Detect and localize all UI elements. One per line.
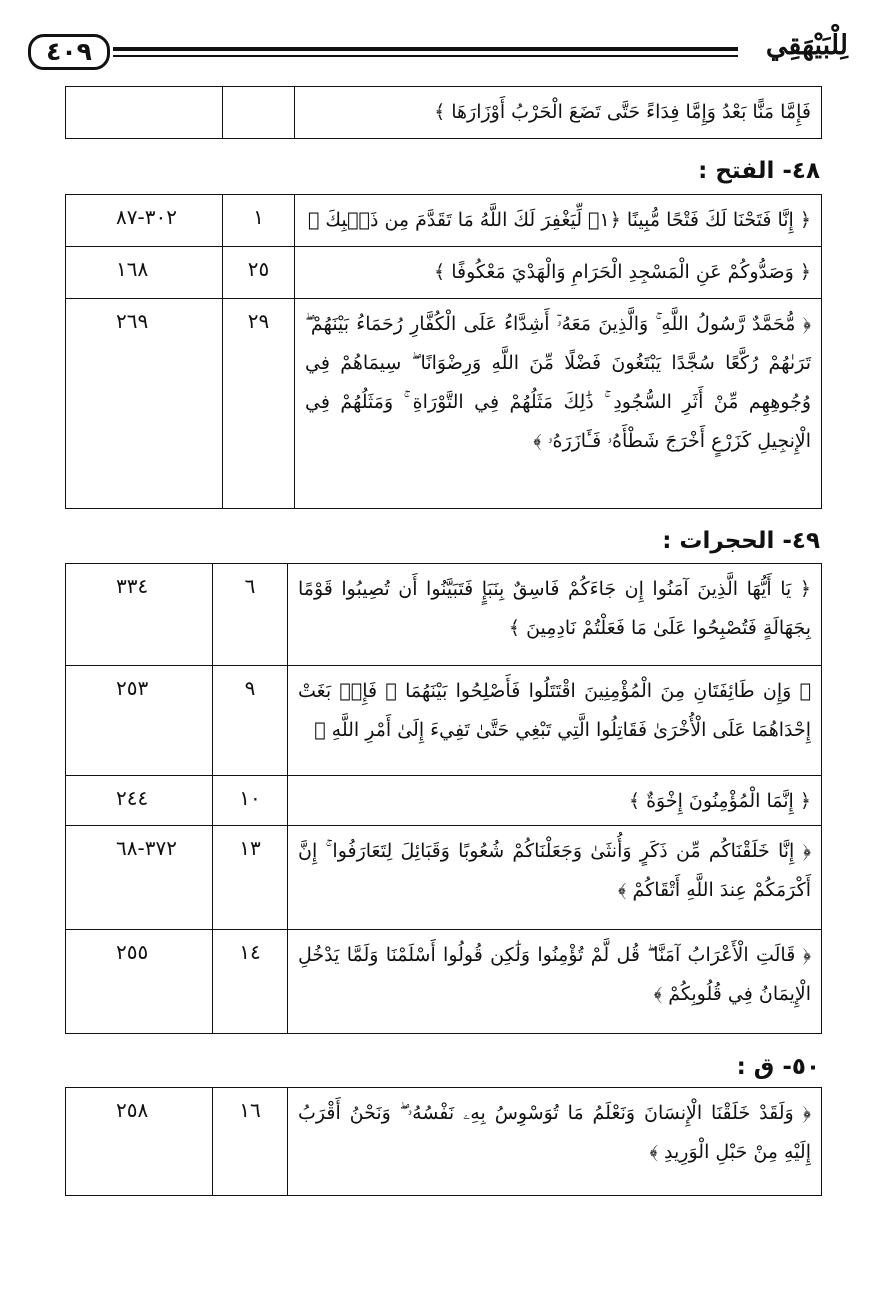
- table-row: [66, 666, 822, 776]
- verse-text: ﴿ إِنَّا خَلَقْنَاكُم مِّن ذَكَرٍ وَأُنثَىٰ وَجَعَلْنَاكُمْ شُعُوبًا وَقَبَائِلَ لِتَعَارَفُوا ۚ إِنَّ أَكْرَمَكُمْ عِندَ اللَّهِ أَتْقَاكُمْ ﴾: [288, 826, 822, 930]
- section-table-fath: [65, 194, 822, 509]
- section-table-hujurat: [65, 563, 822, 1034]
- page-refs: ٢٥٥: [66, 930, 213, 1034]
- verse-number: ٢٥: [223, 247, 295, 299]
- continuation-table: [65, 86, 822, 139]
- page-refs: ٢٦٩: [66, 299, 223, 509]
- verse-text: ﴿ وَإِن طَائِفَتَانِ مِنَ الْمُؤْمِنِينَ اقْتَتَلُوا فَأَصْلِحُوا بَيْنَهُمَا ۖ فَإِنۢ بَغَتْ إِحْدَاهُمَا عَلَى الْأُخْرَىٰ فَقَاتِلُوا الَّتِي تَبْغِي حَتَّىٰ تَفِيءَ إِلَىٰ أَمْرِ اللَّهِ ﴾: [288, 666, 822, 776]
- verse-number: ١٤: [213, 930, 288, 1034]
- page-refs: ٢٤٤: [66, 776, 213, 826]
- page-refs: [66, 87, 223, 139]
- running-header: [28, 30, 848, 80]
- verse-text: ﴿ قَالَتِ الْأَعْرَابُ آمَنَّا ۖ قُل لَّمْ تُؤْمِنُوا وَلَٰكِن قُولُوا أَسْلَمْنَا وَلَمَّا يَدْخُلِ الْإِيمَانُ فِي قُلُوبِكُمْ ﴾: [288, 930, 822, 1034]
- verse-number: ٩: [213, 666, 288, 776]
- section-table-qaf: [65, 1087, 822, 1196]
- table-row: [66, 826, 822, 930]
- table-row: [66, 195, 822, 247]
- table-row: [66, 87, 822, 139]
- page-number: ٤٠٩: [28, 34, 110, 70]
- verse-text: ﴿ إِنَّمَا الْمُؤْمِنُونَ إِخْوَةٌ ﴾: [288, 776, 822, 826]
- page-refs: ٣٧٢-٦٨: [66, 826, 213, 930]
- table-row: [66, 247, 822, 299]
- section-title-hujurat: ٤٩- الحجرات :: [662, 528, 820, 554]
- verse-text: ﴿ مُّحَمَّدٌ رَّسُولُ اللَّهِ ۚ وَالَّذِينَ مَعَهُۥٓ أَشِدَّاءُ عَلَى الْكُفَّارِ رُحَمَاءُ بَيْنَهُمْ ۖ تَرَىٰهُمْ رُكَّعًا سُجَّدًا يَبْتَغُونَ فَضْلًا مِّنَ اللَّهِ وَرِضْوَانًا ۖ سِيمَاهُمْ فِي وُجُوهِهِم مِّنْ أَثَرِ السُّجُودِ ۚ ذَٰلِكَ مَثَلُهُمْ فِي التَّوْرَاةِ ۚ وَمَثَلُهُمْ فِي الْإِنجِيلِ كَزَرْعٍ أَخْرَجَ شَطْأَهُۥ فَـَٔازَرَهُۥ ﴾: [295, 299, 822, 509]
- section-title-fath: ٤٨- الفتح :: [698, 158, 820, 184]
- verse-text: ﴿ وَصَدُّوكُمْ عَنِ الْمَسْجِدِ الْحَرَامِ وَالْهَدْيَ مَعْكُوفًا ﴾: [295, 247, 822, 299]
- verse-number: ١٣: [213, 826, 288, 930]
- table-row: [66, 564, 822, 666]
- table-row: [66, 776, 822, 826]
- verse-number: ١٠: [213, 776, 288, 826]
- page-refs: ١٦٨: [66, 247, 223, 299]
- verse-number: ٦: [213, 564, 288, 666]
- verse-number: ١: [223, 195, 295, 247]
- page-refs: ٢٥٨: [66, 1088, 213, 1196]
- page-refs: ٣٠٢-٨٧: [66, 195, 223, 247]
- page-refs: ٢٥٣: [66, 666, 213, 776]
- table-row: [66, 930, 822, 1034]
- header-rule-thin: [113, 55, 738, 57]
- page-refs: ٣٣٤: [66, 564, 213, 666]
- table-row: [66, 299, 822, 509]
- verse-text: ﴿ إِنَّا فَتَحْنَا لَكَ فَتْحًا مُّبِينًا ﴿١﴾ لِّيَغْفِرَ لَكَ اللَّهُ مَا تَقَدَّمَ مِن ذَنۢبِكَ ﴾: [295, 195, 822, 247]
- verse-number: ١٦: [213, 1088, 288, 1196]
- running-title: لِلْبَيْهَقِي: [765, 30, 848, 61]
- verse-text: ﴿ وَلَقَدْ خَلَقْنَا الْإِنسَانَ وَنَعْلَمُ مَا تُوَسْوِسُ بِهِۦ نَفْسُهُۥ ۖ وَنَحْنُ أَقْرَبُ إِلَيْهِ مِنْ حَبْلِ الْوَرِيدِ ﴾: [288, 1088, 822, 1196]
- section-title-qaf: ٥٠- ق :: [736, 1054, 820, 1080]
- verse-text: ﴿ يَا أَيُّهَا الَّذِينَ آمَنُوا إِن جَاءَكُمْ فَاسِقٌ بِنَبَإٍ فَتَبَيَّنُوا أَن تُصِيبُوا قَوْمًا بِجَهَالَةٍ فَتُصْبِحُوا عَلَىٰ مَا فَعَلْتُمْ نَادِمِينَ ﴾: [288, 564, 822, 666]
- header-rule-thick: [113, 47, 738, 51]
- table-row: [66, 1088, 822, 1196]
- verse-text: فَإِمَّا مَنًّا بَعْدُ وَإِمَّا فِدَاءً حَتَّى تَضَعَ الْحَرْبُ أَوْزَارَهَا ﴾: [295, 87, 822, 139]
- verse-number: ٢٩: [223, 299, 295, 509]
- verse-number: [223, 87, 295, 139]
